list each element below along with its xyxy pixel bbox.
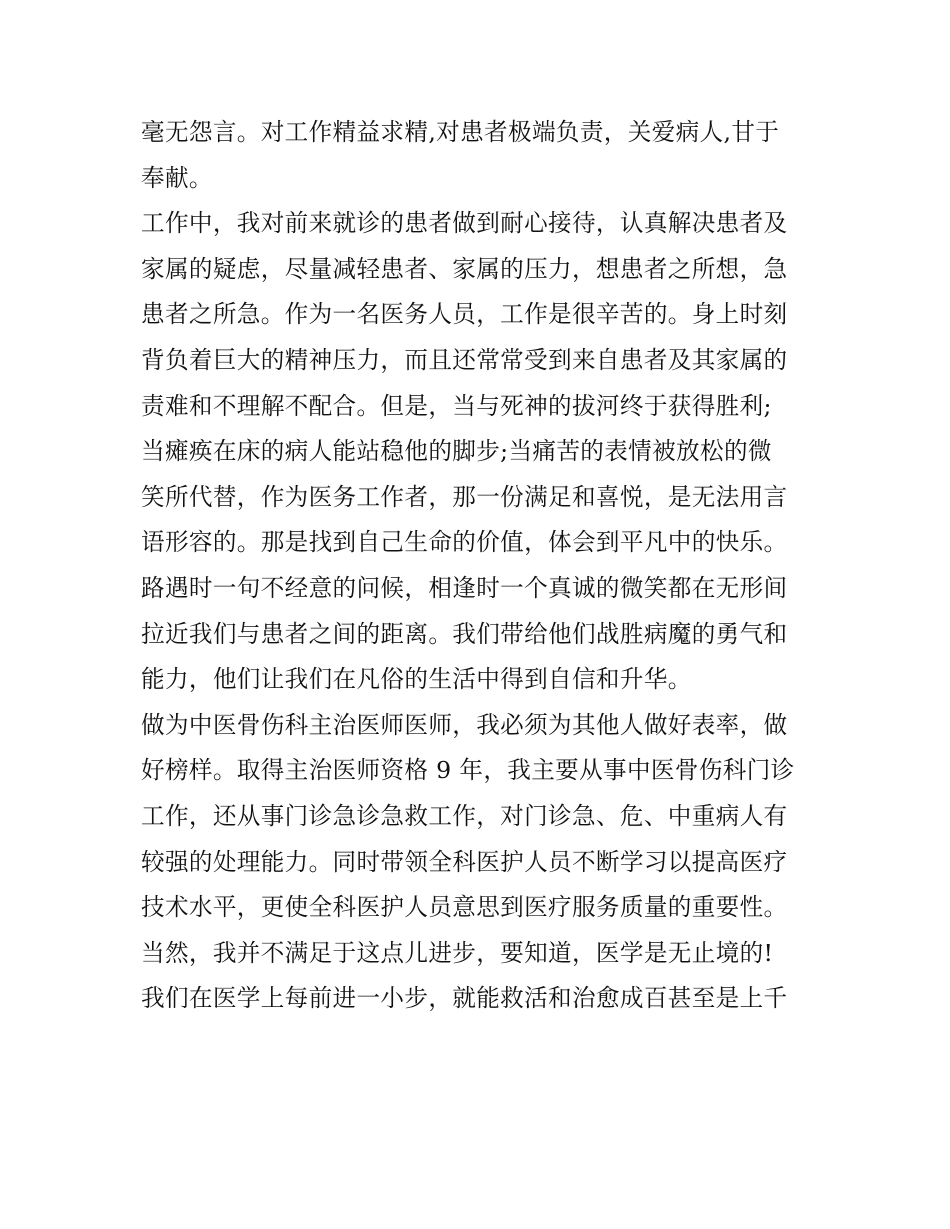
text-line: 拉近我们与患者之间的距离。我们带给他们战胜病魔的勇气和 [141,619,788,648]
text-line: 做为中医骨伤科主治医师医师，我必须为其他人做好表率，做 [141,710,788,739]
body-text [141,110,831,1022]
text-line: 家属的疑虑，尽量减轻患者、家属的压力，想患者之所想，急 [141,254,788,283]
text-line: 笑所代替，作为医务工作者，那一份满足和喜悦，是无法用言 [141,482,788,511]
text-line: 当瘫痪在床的病人能站稳他的脚步;当痛苦的表情被放松的微 [141,437,772,466]
text-line: 语形容的。那是找到自己生命的价值，体会到平凡中的快乐。 [141,528,788,557]
text-line: 患者之所急。作为一名医务人员，工作是很辛苦的。身上时刻 [141,300,788,329]
text-line: 技术水平，更使全科医护人员意思到医疗服务质量的重要性。 [141,893,788,922]
text-line: 责难和不理解不配合。但是，当与死神的拔河终于获得胜利; [141,391,772,420]
text-line: 路遇时一句不经意的问候，相逢时一个真诚的微笑都在无形间 [141,573,788,602]
text-line: 我们在医学上每前进一小步，就能救活和治愈成百甚至是上千 [141,984,788,1013]
text-line: 背负着巨大的精神压力，而且还常常受到来自患者及其家属的 [141,345,788,374]
text-line: 奉献。 [141,163,213,192]
text-line: 工作，还从事门诊急诊急救工作，对门诊急、危、中重病人有 [141,801,788,830]
text-line: 工作中，我对前来就诊的患者做到耐心接待，认真解决患者及 [141,209,788,238]
text-line: 较强的处理能力。同时带领全科医护人员不断学习以提高医疗 [141,847,788,876]
text-line: 毫无怨言。对工作精益求精,对患者极端负责，关爱病人,甘于 [141,118,780,146]
text-line: 好榜样。取得主治医师资格 9 年，我主要从事中医骨伤科门诊 [141,756,795,785]
text-line: 能力，他们让我们在凡俗的生活中得到自信和升华。 [141,665,692,694]
text-line: 当然，我并不满足于这点儿进步，要知道，医学是无止境的! [141,938,774,967]
